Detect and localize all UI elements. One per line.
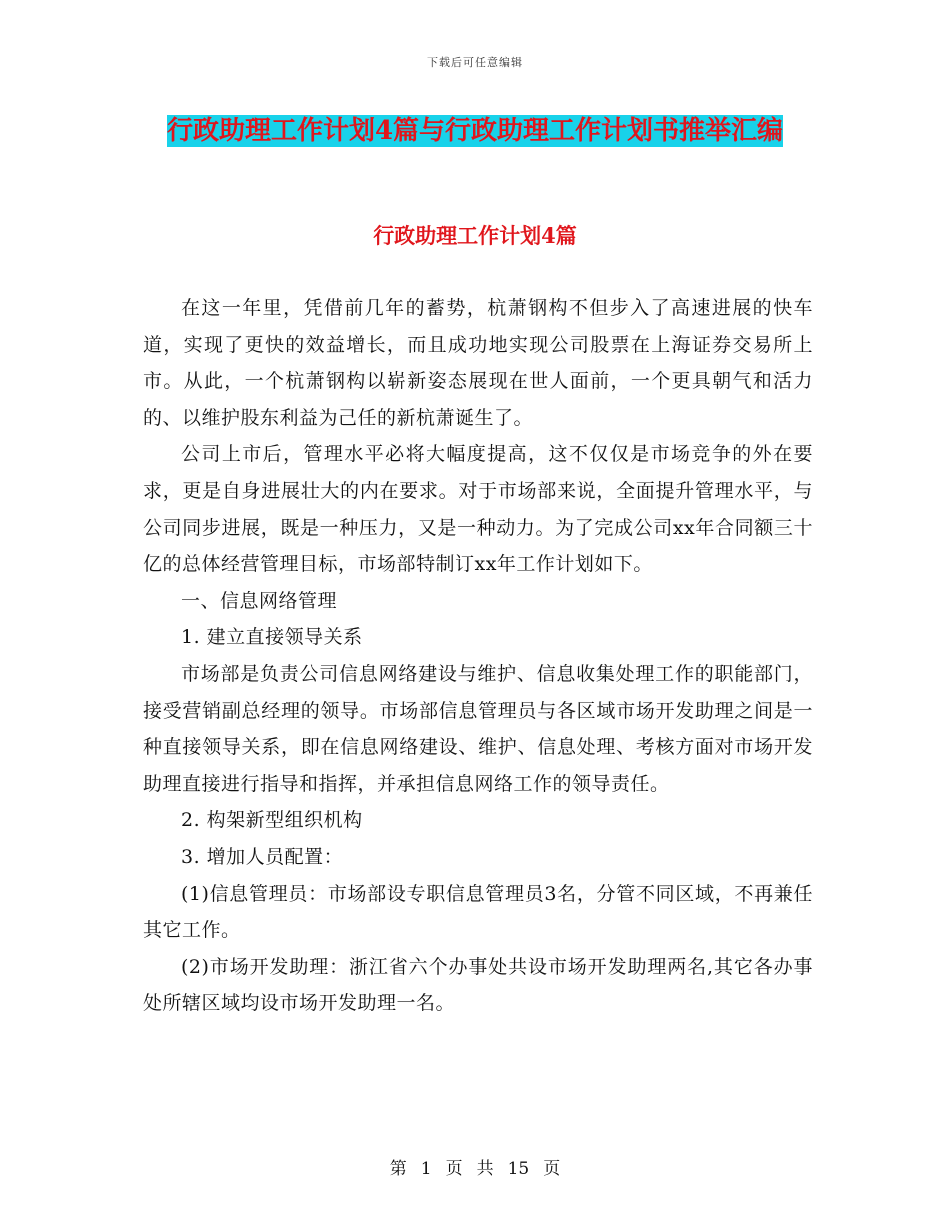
footer-prefix: 第	[389, 1159, 407, 1179]
document-title-text: 行政助理工作计划4篇与行政助理工作计划书推举汇编	[166, 116, 784, 146]
page-footer	[0, 1154, 950, 1179]
subsection-heading: 2. 构架新型组织机构	[181, 809, 363, 832]
footer-total-prefix: 共	[476, 1159, 494, 1179]
footer-page-unit: 页	[445, 1159, 463, 1179]
paragraph: 公司上市后，管理水平必将大幅度提高，这不仅仅是市场竞争的外在要求，更是自身进展壮大的内在要求。对于市场部来说，全面提升管理水平，与公司同步进展，既是一种压力，又是一种动力。为了完成公司xx年合同额三十亿的总体经营管理目标，市场部特制订xx年工作计划如下。	[143, 443, 813, 576]
list-item: (2)市场开发助理：浙江省六个办事处共设市场开发助理两名,其它各办事处所辖区域均设市场开发助理一名。	[143, 955, 813, 1015]
paragraph: 市场部是负责公司信息网络建设与维护、信息收集处理工作的职能部门，接受营销副总经理的领导。市场部信息管理员与各区域市场开发助理之间是一种直接领导关系，即在信息网络建设、维护、信息处理、考核方面对市场开发助理直接进行指导和指挥，并承担信息网络工作的领导责任。	[143, 662, 813, 795]
header-note: 下载后可任意编辑	[427, 56, 523, 69]
footer-total-unit: 页	[543, 1159, 561, 1179]
footer-page-number: 1	[420, 1159, 432, 1179]
section-heading: 一、信息网络管理	[181, 589, 338, 612]
document-body	[143, 290, 813, 1022]
footer-total-pages: 15	[507, 1159, 530, 1179]
document-title	[140, 110, 810, 152]
section-title: 行政助理工作计划4篇	[373, 223, 577, 248]
subsection-heading: 1. 建立直接领导关系	[181, 626, 363, 649]
paragraph: 在这一年里，凭借前几年的蓄势，杭萧钢构不但步入了高速进展的快车道，实现了更快的效益增长，而且成功地实现公司股票在上海证券交易所上市。从此，一个杭萧钢构以崭新姿态展现在世人面前，一个更具朝气和活力的、以维护股东利益为己任的新杭萧诞生了。	[143, 297, 813, 429]
subsection-heading: 3. 增加人员配置：	[181, 845, 344, 868]
list-item: (1)信息管理员：市场部设专职信息管理员3名，分管不同区域，不再兼任其它工作。	[143, 882, 813, 942]
